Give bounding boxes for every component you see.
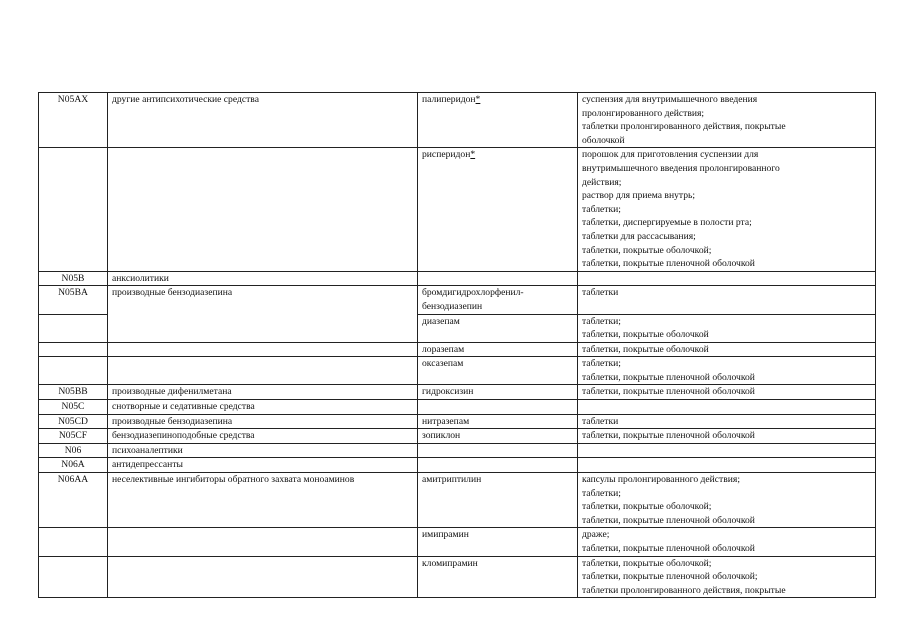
dosage-forms-cell [578, 385, 876, 400]
drug-name-cell [418, 357, 578, 385]
table-row [39, 528, 876, 556]
atc-code-cell: N05C [39, 400, 108, 415]
dosage-form-line: капсулы пролонгированного действия; [582, 474, 740, 486]
dosage-form-line: таблетки; [582, 487, 621, 499]
table-row [39, 286, 876, 314]
dosage-forms-cell [578, 357, 876, 385]
drug-name: диазепам [422, 315, 460, 327]
dosage-form-line: таблетки, покрытые пленочной оболочкой; [582, 571, 758, 583]
group-name-cell: неселективные ингибиторы обратного захвата моноаминов [108, 473, 418, 528]
drug-name: оксазепам [422, 358, 464, 370]
drug-name-cell [418, 443, 578, 458]
dosage-form-line: таблетки; [582, 358, 621, 370]
dosage-forms-cell [578, 314, 876, 342]
dosage-form-line: таблетки пролонгированного действия, покрытые [582, 121, 786, 133]
dosage-form-line: таблетки [582, 287, 619, 299]
dosage-form-line: таблетки, покрытые оболочкой [582, 343, 709, 355]
dosage-form-line: таблетки, покрытые пленочной оболочкой [582, 543, 755, 554]
atc-code-cell [39, 314, 108, 342]
group-name-cell [108, 148, 418, 271]
drug-name-cell [418, 148, 578, 271]
dosage-form-line: таблетки; [582, 203, 621, 215]
drug-name: имипрамин [422, 529, 469, 541]
table-row [39, 556, 876, 598]
drug-name-cell [418, 528, 578, 556]
drug-name: гидроксизин [422, 386, 474, 398]
group-name-cell: психоаналептики [108, 443, 418, 458]
dosage-form-line: таблетки, покрытые оболочкой; [582, 244, 712, 256]
drug-name-cell [418, 400, 578, 415]
table-row [39, 148, 876, 271]
table-row [39, 443, 876, 458]
table-row [39, 342, 876, 357]
dosage-forms-cell [578, 148, 876, 271]
dosage-form-line: таблетки, покрытые оболочкой; [582, 557, 712, 569]
atc-code-cell [39, 357, 108, 385]
drug-name-cell [418, 458, 578, 473]
group-name-cell: бензодиазепиноподобные средства [108, 429, 418, 444]
dosage-form-line: таблетки [582, 415, 619, 427]
drug-name-cell [418, 385, 578, 400]
dosage-forms-cell [578, 429, 876, 444]
table-row [39, 458, 876, 473]
drug-name-cell [418, 271, 578, 286]
drug-name: зопиклон [422, 430, 461, 442]
group-name-cell [108, 357, 418, 385]
medicines-table-body [39, 93, 876, 598]
dosage-forms-cell [578, 443, 876, 458]
group-name-cell: антидепрессанты [108, 458, 418, 473]
drug-name-cell [418, 93, 578, 148]
drug-name-cell [418, 286, 578, 314]
drug-name-cell [418, 473, 578, 528]
dosage-form-line: таблетки, покрытые пленочной оболочкой [582, 258, 755, 270]
dosage-forms-cell [578, 93, 876, 148]
drug-name: лоразепам [422, 343, 465, 355]
drug-name: рисперидон [422, 149, 471, 161]
table-row [39, 385, 876, 400]
dosage-form-line: таблетки, покрытые пленочной оболочкой [582, 430, 755, 442]
atc-code-cell: N06 [39, 443, 108, 458]
dosage-form-line: таблетки, покрытые оболочкой; [582, 501, 712, 513]
drug-name-cell [418, 314, 578, 342]
dosage-form-line: таблетки для рассасывания; [582, 230, 696, 242]
group-name-cell: другие антипсихотические средства [108, 93, 418, 148]
group-name-cell: производные бензодиазепина [108, 286, 418, 342]
medicines-table [38, 92, 876, 598]
atc-code-cell: N05AX [39, 93, 108, 148]
dosage-form-line: таблетки, покрытые оболочкой [582, 329, 709, 341]
drug-name-cell [418, 556, 578, 598]
dosage-form-line: оболочкой [582, 134, 625, 146]
drug-name: амитриптилин [422, 474, 482, 486]
atc-code-cell: N06A [39, 458, 108, 473]
dosage-form-line: таблетки; [582, 315, 621, 327]
dosage-forms-cell [578, 414, 876, 429]
group-name-cell: производные бензодиазепина [108, 414, 418, 429]
dosage-form-line: порошок для приготовления суспензии для [582, 149, 759, 161]
dosage-form-line: таблетки, покрытые пленочной оболочкой [582, 386, 755, 398]
dosage-forms-cell [578, 342, 876, 357]
dosage-forms-cell [578, 528, 876, 556]
atc-code-cell: N05BA [39, 286, 108, 314]
dosage-form-line: раствор для приема внутрь; [582, 190, 696, 202]
group-name-cell [108, 342, 418, 357]
drug-name: кломипрамин [422, 557, 478, 569]
table-row [39, 93, 876, 148]
dosage-forms-cell [578, 556, 876, 598]
dosage-forms-cell [578, 473, 876, 528]
group-name-cell: снотворные и седативные средства [108, 400, 418, 415]
atc-code-cell [39, 342, 108, 357]
dosage-forms-cell [578, 458, 876, 473]
atc-code-cell: N05CD [39, 414, 108, 429]
dosage-form-line: драже; [582, 529, 610, 541]
atc-code-cell: N06AA [39, 473, 108, 528]
dosage-forms-cell [578, 271, 876, 286]
asterisk-mark: * [475, 94, 481, 105]
table-row [39, 357, 876, 385]
dosage-form-line: таблетки, покрытые пленочной оболочкой [582, 371, 755, 383]
atc-code-cell: N05BB [39, 385, 108, 400]
dosage-form-line: пролонгированного действия; [582, 107, 705, 119]
dosage-form-line: таблетки пролонгированного действия, покрытые [582, 584, 786, 596]
asterisk-mark: * [470, 149, 476, 161]
drug-name-line: бензодиазепин [422, 300, 483, 312]
atc-code-cell [39, 528, 108, 556]
drug-name-cell [418, 342, 578, 357]
table-row [39, 400, 876, 415]
dosage-form-line: внутримышечного введения пролонгированного [582, 162, 780, 174]
dosage-forms-cell [578, 286, 876, 314]
group-name-cell [108, 528, 418, 556]
group-name-cell: производные дифенилметана [108, 385, 418, 400]
dosage-form-line: таблетки, покрытые пленочной оболочкой [582, 514, 755, 526]
drug-name-line: бромдигидрохлорфенил- [422, 287, 524, 299]
table-row [39, 414, 876, 429]
dosage-form-line: таблетки, диспергируемые в полости рта; [582, 217, 752, 229]
drug-name-cell [418, 429, 578, 444]
table-row [39, 473, 876, 528]
drug-name: палиперидон [422, 94, 476, 105]
drug-name-cell [418, 414, 578, 429]
dosage-form-line: действия; [582, 176, 622, 188]
dosage-forms-cell [578, 400, 876, 415]
group-name-cell: анксиолитики [108, 271, 418, 286]
drug-name: нитразепам [422, 415, 470, 427]
atc-code-cell [39, 556, 108, 598]
atc-code-cell [39, 148, 108, 271]
dosage-form-line: суспензия для внутримышечного введения [582, 94, 758, 105]
table-row [39, 429, 876, 444]
table-row [39, 271, 876, 286]
atc-code-cell: N05CF [39, 429, 108, 444]
group-name-cell [108, 556, 418, 598]
atc-code-cell: N05B [39, 271, 108, 286]
